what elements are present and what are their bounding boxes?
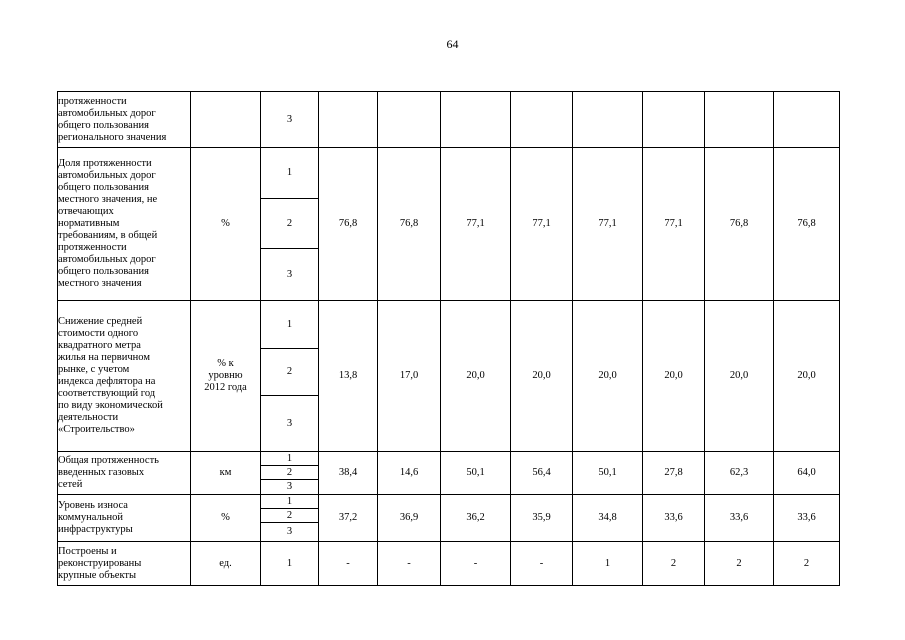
value-cell [573, 92, 643, 148]
unit-cell: % к уровню 2012 года [191, 301, 261, 452]
value-cell: 62,3 [705, 452, 774, 495]
variant-cell: 3 [261, 92, 319, 148]
value-cell [774, 92, 840, 148]
value-cell: 33,6 [643, 495, 705, 542]
variant-cell: 1 [261, 495, 319, 509]
value-cell: 64,0 [774, 452, 840, 495]
value-cell [643, 92, 705, 148]
value-cell: 76,8 [319, 148, 378, 301]
variant-cell: 2 [261, 199, 319, 249]
indicators-table [57, 91, 840, 586]
value-cell: - [511, 542, 573, 586]
value-cell: 27,8 [643, 452, 705, 495]
value-cell [378, 92, 441, 148]
variant-cell: 3 [261, 249, 319, 301]
indicator-name-cell: протяженности автомобильных дорог общего пользования регионального значения [58, 92, 191, 148]
value-cell: 50,1 [573, 452, 643, 495]
value-cell [441, 92, 511, 148]
table-row [58, 452, 840, 466]
variant-cell: 2 [261, 466, 319, 480]
value-cell: - [441, 542, 511, 586]
value-cell: 17,0 [378, 301, 441, 452]
value-cell: 35,9 [511, 495, 573, 542]
value-cell: 20,0 [705, 301, 774, 452]
table-row [58, 148, 840, 199]
variant-cell: 1 [261, 452, 319, 466]
value-cell [319, 92, 378, 148]
value-cell: 38,4 [319, 452, 378, 495]
table-row [58, 301, 840, 349]
unit-cell: % [191, 148, 261, 301]
variant-cell: 3 [261, 396, 319, 452]
value-cell: 34,8 [573, 495, 643, 542]
indicator-name-cell: Построены и реконструированы крупные объекты [58, 542, 191, 586]
value-cell: - [319, 542, 378, 586]
variant-cell: 2 [261, 509, 319, 523]
indicator-name-cell: Снижение средней стоимости одного квадратного метра жилья на первичном рынке, с учетом индекса дефлятора на соответствующий год по виду экономической деятельности «Строительство» [58, 301, 191, 452]
value-cell: 14,6 [378, 452, 441, 495]
variant-cell: 1 [261, 148, 319, 199]
value-cell: 20,0 [511, 301, 573, 452]
value-cell: 37,2 [319, 495, 378, 542]
table-row [58, 92, 840, 148]
value-cell: 33,6 [705, 495, 774, 542]
value-cell: 2 [774, 542, 840, 586]
value-cell: 76,8 [378, 148, 441, 301]
value-cell: 77,1 [573, 148, 643, 301]
unit-cell: ед. [191, 542, 261, 586]
value-cell: 33,6 [774, 495, 840, 542]
unit-cell: % [191, 495, 261, 542]
value-cell: - [378, 542, 441, 586]
table-row [58, 495, 840, 509]
value-cell: 2 [705, 542, 774, 586]
variant-cell: 2 [261, 349, 319, 396]
indicator-name-cell: Доля протяженности автомобильных дорог общего пользования местного значения, не отвечающих нормативным требованиям, в общей протяженности автомобильных дорог общего пользования местного значения [58, 148, 191, 301]
value-cell: 36,9 [378, 495, 441, 542]
value-cell: 77,1 [441, 148, 511, 301]
value-cell: 56,4 [511, 452, 573, 495]
value-cell: 20,0 [774, 301, 840, 452]
indicator-name-cell: Уровень износа коммунальной инфраструктуры [58, 495, 191, 542]
value-cell: 2 [643, 542, 705, 586]
value-cell: 1 [573, 542, 643, 586]
value-cell: 50,1 [441, 452, 511, 495]
variant-cell: 1 [261, 301, 319, 349]
variant-cell: 3 [261, 523, 319, 542]
value-cell: 20,0 [441, 301, 511, 452]
variant-cell: 3 [261, 480, 319, 495]
value-cell [705, 92, 774, 148]
indicator-name-cell: Общая протяженность введенных газовых сетей [58, 452, 191, 495]
value-cell: 20,0 [573, 301, 643, 452]
variant-cell: 1 [261, 542, 319, 586]
value-cell: 20,0 [643, 301, 705, 452]
value-cell: 77,1 [643, 148, 705, 301]
value-cell: 36,2 [441, 495, 511, 542]
page-number: 64 [446, 37, 459, 51]
value-cell: 76,8 [774, 148, 840, 301]
value-cell: 77,1 [511, 148, 573, 301]
unit-cell: км [191, 452, 261, 495]
table-row [58, 542, 840, 586]
value-cell [511, 92, 573, 148]
value-cell: 13,8 [319, 301, 378, 452]
unit-cell [191, 92, 261, 148]
value-cell: 76,8 [705, 148, 774, 301]
